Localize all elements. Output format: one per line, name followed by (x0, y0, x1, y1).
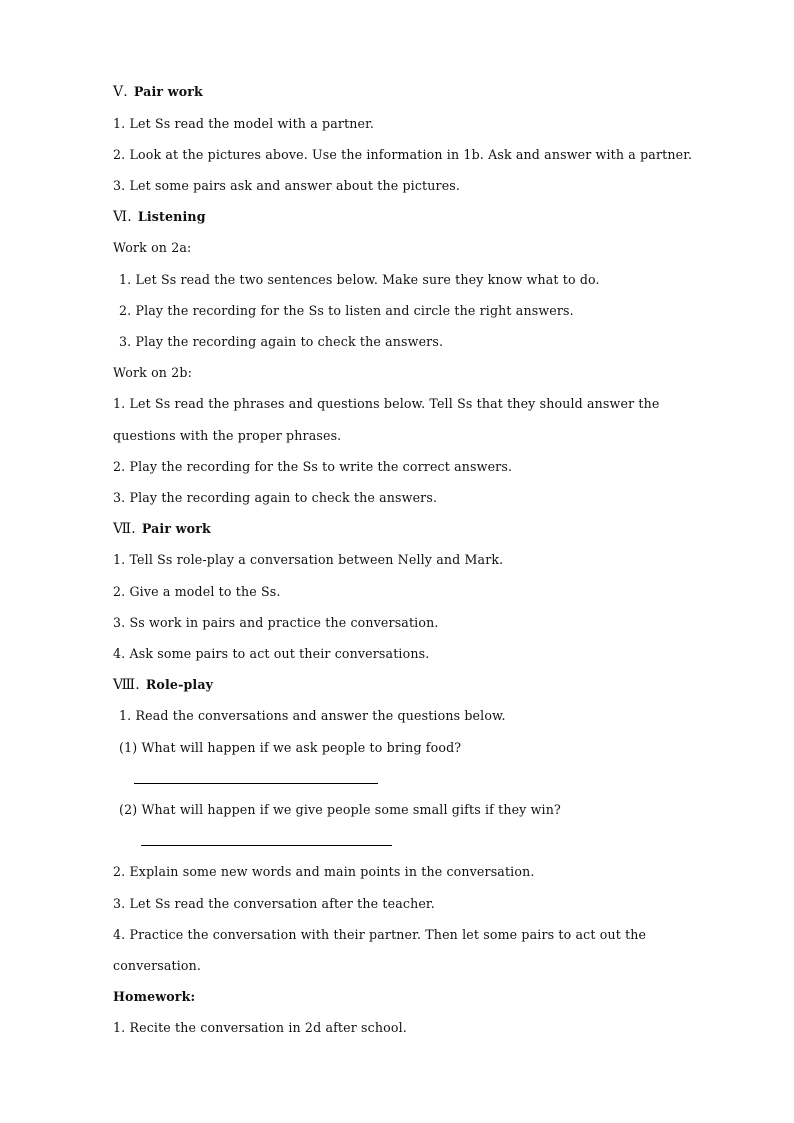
section-numeral: Ⅶ. (113, 521, 136, 537)
list-item: 3. Let some pairs ask and answer about the pictures. (113, 178, 461, 193)
list-item: 2. Explain some new words and main points in the conversation. (113, 864, 535, 879)
list-item-continuation: conversation. (113, 958, 202, 973)
list-item: 2. Play the recording for the Ss to write the correct answers. (113, 459, 513, 474)
section-title: Pair work (141, 521, 211, 536)
section-numeral: Ⅵ. (113, 209, 132, 225)
list-item-continuation: questions with the proper phrases. (113, 428, 342, 443)
list-item: 3. Play the recording again to check the answers. (113, 490, 438, 505)
section-numeral: Ⅷ. (113, 677, 140, 693)
subheading-work-on-2a: Work on 2a: (113, 240, 192, 255)
answer-blank-line (134, 783, 378, 784)
list-item: 3. Ss work in pairs and practice the conversation. (113, 615, 439, 630)
homework-heading: Homework: (113, 989, 196, 1004)
section-heading-pair-work-2 (113, 521, 211, 537)
section-heading-listening (113, 209, 206, 225)
list-item: 1. Let Ss read the two sentences below. Make sure they know what to do. (119, 272, 600, 287)
list-item: 2. Play the recording for the Ss to listen and circle the right answers. (119, 303, 574, 318)
list-item: 2. Give a model to the Ss. (113, 584, 281, 599)
answer-blank-line (141, 845, 392, 846)
section-heading-pair-work (113, 84, 203, 100)
section-heading-role-play (113, 677, 213, 693)
list-item: 1. Recite the conversation in 2d after school. (113, 1020, 407, 1035)
section-title: Pair work (133, 84, 203, 99)
section-title: Role-play (145, 677, 214, 692)
list-item: 3. Let Ss read the conversation after the teacher. (113, 896, 435, 911)
list-item: 1. Let Ss read the phrases and questions below. Tell Ss that they should answer the (113, 396, 660, 411)
list-item: 3. Play the recording again to check the answers. (119, 334, 444, 349)
list-item: 1. Tell Ss role-play a conversation between Nelly and Mark. (113, 552, 504, 567)
list-item: 1. Let Ss read the model with a partner. (113, 116, 375, 131)
subheading-work-on-2b: Work on 2b: (113, 365, 192, 380)
question: (2) What will happen if we give people some small gifts if they win? (119, 802, 561, 817)
section-title: Listening (137, 209, 206, 224)
list-item: 1. Read the conversations and answer the questions below. (119, 708, 506, 723)
question: (1) What will happen if we ask people to bring food? (119, 740, 462, 755)
section-numeral: Ⅴ. (113, 84, 128, 100)
list-item: 4. Practice the conversation with their partner. Then let some pairs to act out the (113, 927, 647, 942)
list-item: 2. Look at the pictures above. Use the information in 1b. Ask and answer with a partner. (113, 147, 693, 162)
list-item: 4. Ask some pairs to act out their conversations. (113, 646, 430, 661)
